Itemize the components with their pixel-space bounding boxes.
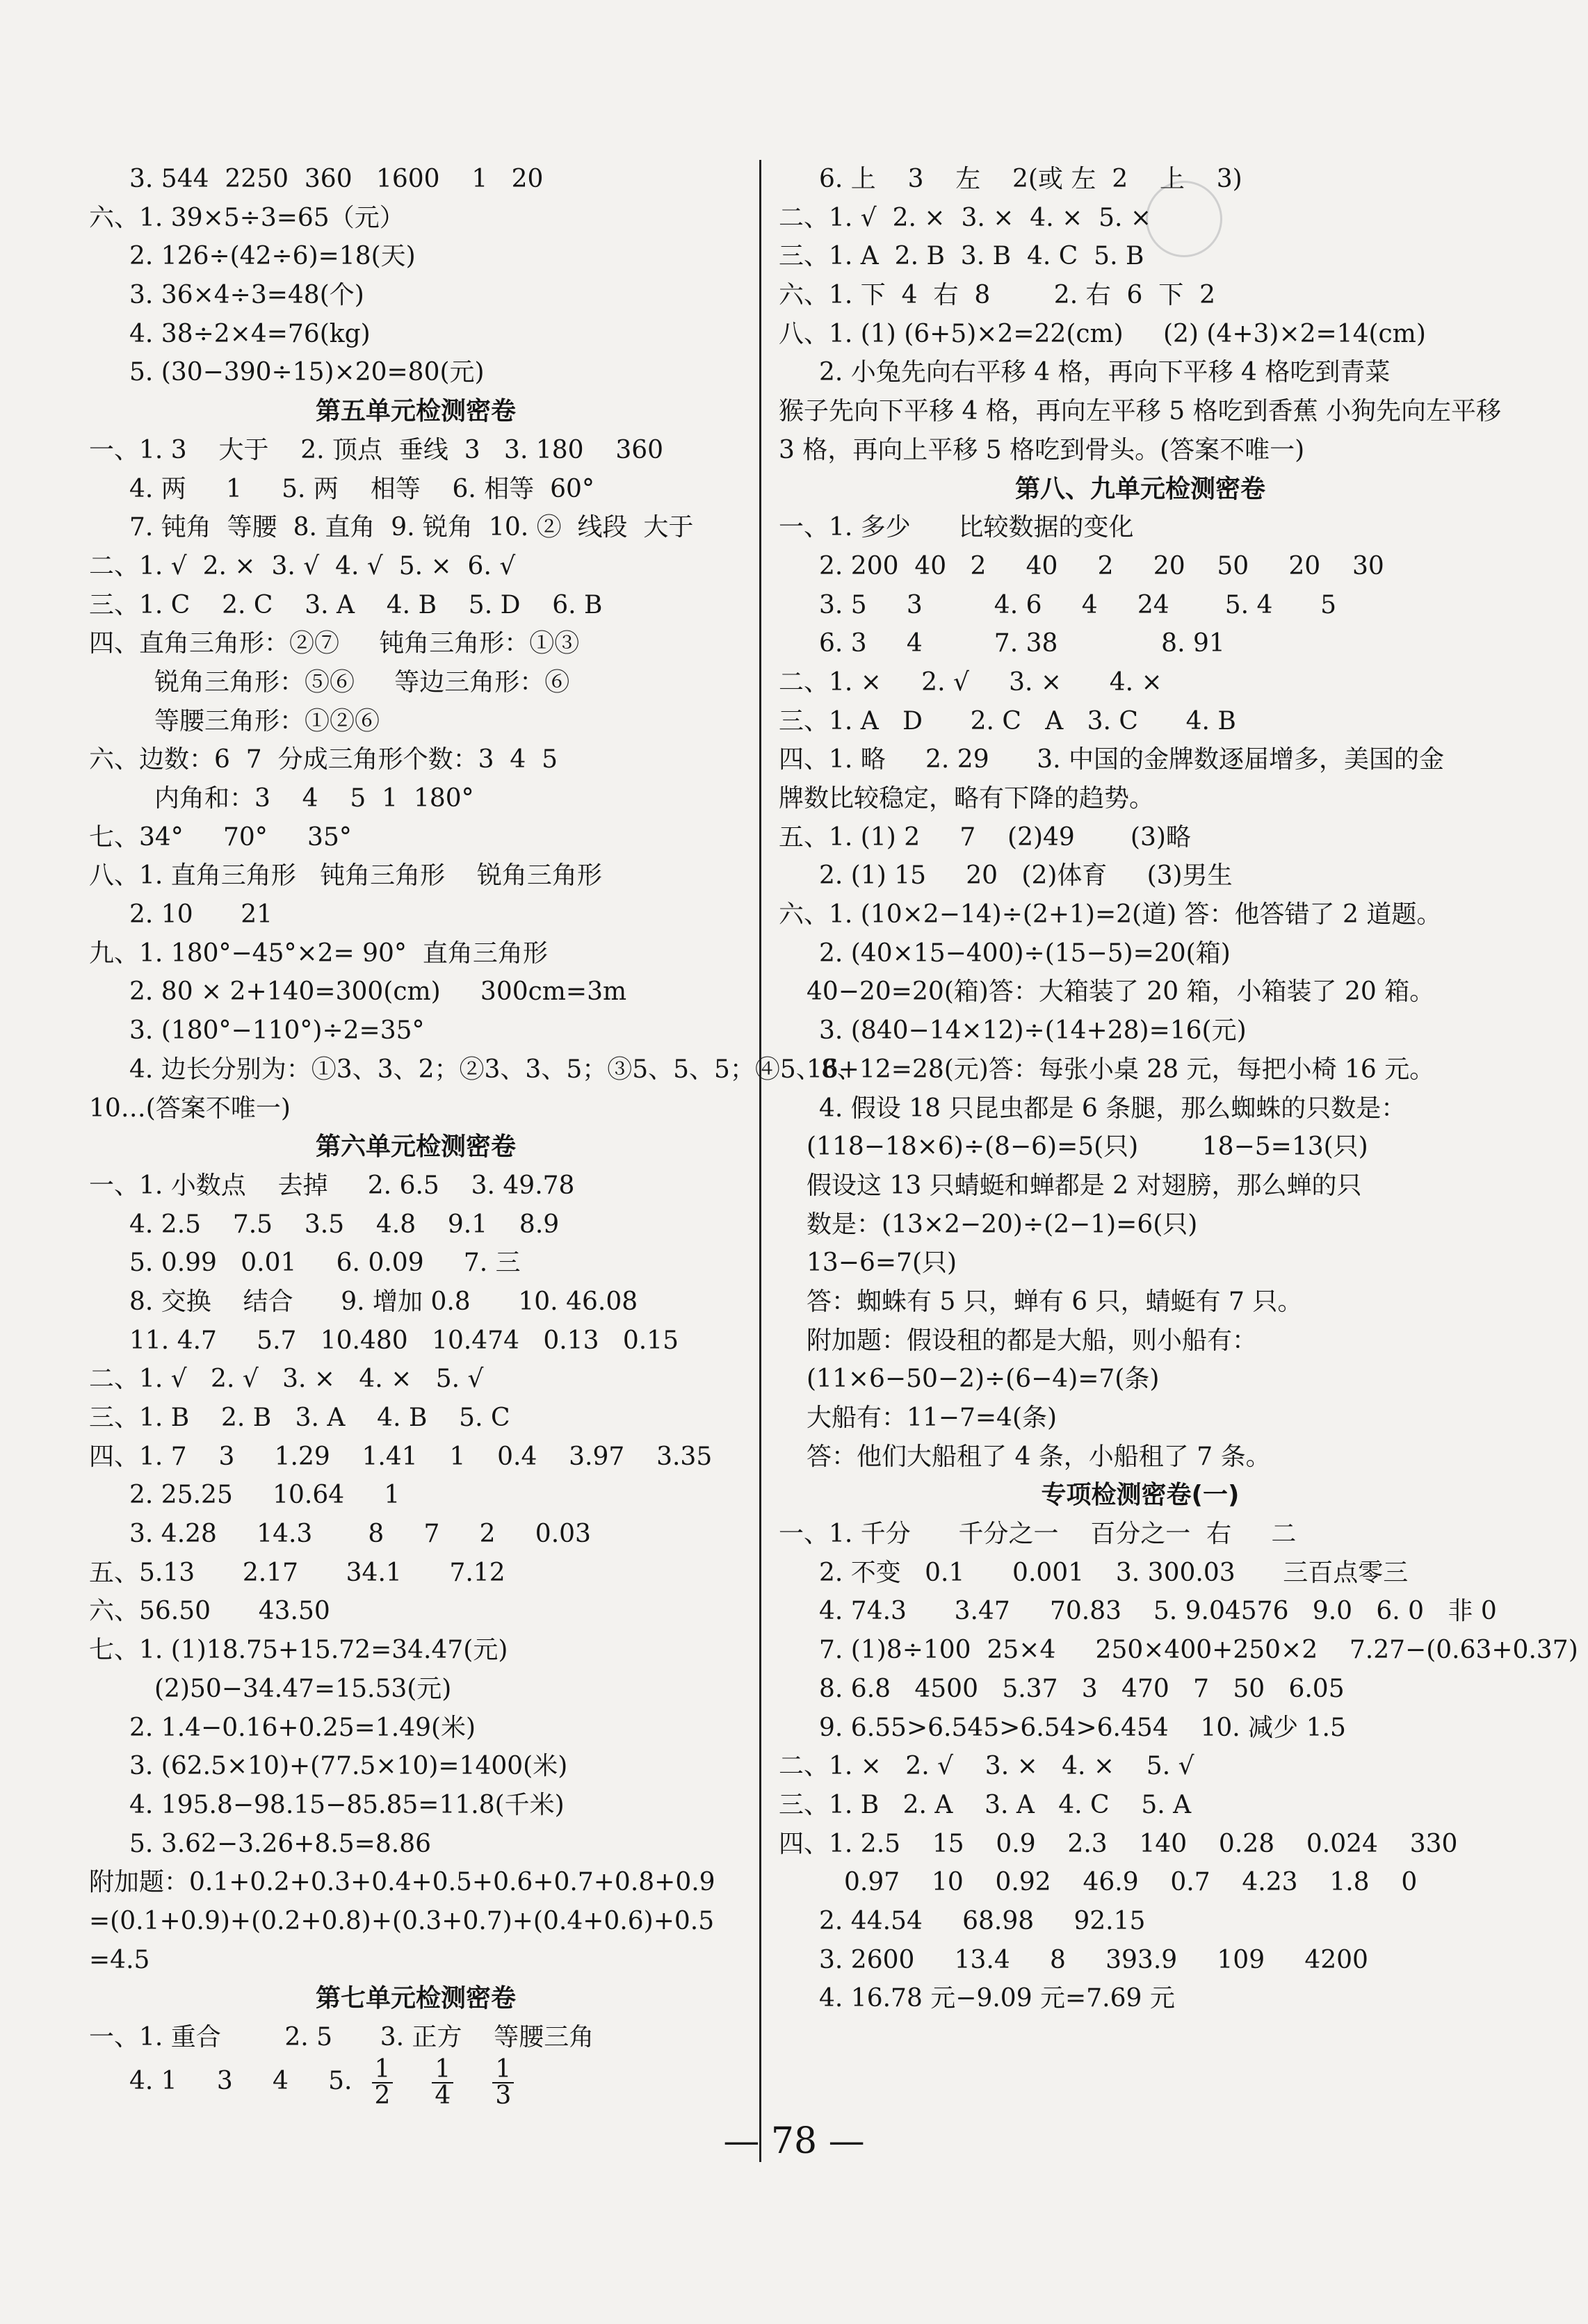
answer-line: 四、1. 2.5 15 0.9 2.3 140 0.28 0.024 330 [779,1829,1458,1858]
answer-line: 假设这 13 只蜻蜓和蝉都是 2 对翅膀，那么蝉的只 [807,1171,1362,1200]
answer-line: 9. 6.55>6.545>6.54>6.454 10. 减少 1.5 [819,1713,1346,1742]
answer-line: 5. 3.62−3.26+8.5=8.86 [129,1829,432,1858]
answer-line: 一、1. 千分 千分之一 百分之一 右 二 [779,1520,1297,1549]
answer-line: 九、1. 180°−45°×2= 90° 直角三角形 [89,938,548,968]
answer-line: 二、1. × 2. √ 3. × 4. × [779,667,1162,697]
answer-line: 2. 不变 0.1 0.001 3. 300.03 三百点零三 [819,1558,1409,1587]
answer-line: 三、1. A D 2. C A 3. C 4. B [779,706,1236,736]
answer-line: 一、1. 重合 2. 5 3. 正方 等腰三角 [89,2023,594,2051]
answer-line: 附加题：假设租的都是大船，则小船有： [807,1326,1258,1355]
answer-line: 2. 小兔先向右平移 4 格，再向下平移 4 格吃到青菜 [819,358,1391,387]
answer-line: 锐角三角形：⑤⑥ 等边三角形：⑥ [154,667,570,697]
answer-line: 2. 126÷(42÷6)=18(天) [129,242,416,271]
answer-line: 6. 3 4 7. 38 8. 91 [819,629,1225,658]
answer-line: 三、1. C 2. C 3. A 4. B 5. D 6. B [89,590,603,619]
answer-line: 二、1. × 2. √ 3. × 4. × 5. √ [779,1752,1194,1781]
fraction-denominator: 2 [374,2081,391,2110]
answer-line: 二、1. √ 2. √ 3. × 4. × 5. √ [89,1365,484,1394]
fraction-numerator: 1 [372,2057,394,2083]
answer-line: 牌数比较稳定，略有下降的趋势。 [779,784,1155,813]
section-title: 第八、九单元检测密卷 [1014,474,1265,503]
answer-line: 三、1. B 2. A 3. A 4. C 5. A [779,1790,1192,1819]
answer-line: 六、1. (10×2−14)÷(2+1)=2(道) 答：他答错了 2 道题。 [779,900,1442,929]
answer-line: 八、1. 直角三角形 钝角三角形 锐角三角形 [89,861,602,891]
answer-line: 猴子先向下平移 4 格，再向左平移 5 格吃到香蕉 小狗先向左平移 3 格，再向上平移 5 格吃到骨头。(答案不唯一) [779,397,1502,464]
answer-text: 4. 1 3 4 5. [129,2066,353,2095]
answer-line: 3. 5 3 4. 6 4 24 5. 4 5 [819,590,1337,619]
answer-line: 2. (40×15−400)÷(15−5)=20(箱) [819,938,1231,968]
answer-line: (11×6−50−2)÷(6−4)=7(条) [807,1365,1160,1394]
answer-line: 2. 44.54 68.98 92.15 [819,1906,1146,1935]
answer-line: 2. 10 21 [129,900,273,929]
answer-line: 六、56.50 43.50 [89,1597,330,1626]
answer-line: 一、1. 多少 比较数据的变化 [779,513,1134,542]
answer-line: 一、1. 小数点 去掉 2. 6.5 3. 49.78 [89,1171,575,1200]
answer-line: 内角和：3 4 5 1 180° [154,784,474,813]
answer-line: 8. 6.8 4500 5.37 3 470 7 50 6.05 [819,1674,1345,1703]
answer-line: 六、边数：6 7 分成三角形个数：3 4 5 [89,745,558,774]
answer-line: 2. 1.4−0.16+0.25=1.49(米) [129,1713,476,1742]
answer-line: 40−20=20(箱)答：大箱装了 20 箱，小箱装了 20 箱。 [807,977,1435,1007]
answer-line: 3. 36×4÷3=48(个) [129,281,364,310]
answer-line: 3. 544 2250 360 1600 1 20 [129,165,544,193]
answer-text: 7. (1)8÷100 [819,1636,971,1665]
answer-line: 5. (30−390÷15)×20=80(元) [129,358,485,387]
answer-line: 2. 25.25 10.64 1 [129,1481,400,1510]
answer-line: 六、1. 39×5÷3=65（元） [89,203,405,232]
answer-line: 4. 74.3 3.47 70.83 5. 9.04576 9.0 6. 0 非 0 [819,1597,1497,1626]
answer-line: 附加题：0.1+0.2+0.3+0.4+0.5+0.6+0.7+0.8+0.9 [89,1868,715,1897]
answer-line: (118−18×6)÷(8−6)=5(只) 18−5=13(只) [807,1132,1368,1162]
answer-line: 3. 4.28 14.3 8 7 2 0.03 [129,1520,591,1549]
answer-line: 六、1. 下 4 右 8 2. 右 6 下 2 [779,281,1216,310]
answer-line: 四、1. 7 3 1.29 1.41 1 0.4 3.97 3.35 [89,1442,713,1471]
answer-line: 11. 4.7 5.7 10.480 10.474 0.13 0.15 [129,1326,679,1355]
answer-line: 3. (62.5×10)+(77.5×10)=1400(米) [129,1752,568,1781]
section-title: 第六单元检测密卷 [315,1132,516,1162]
fraction-numerator: 1 [492,2057,514,2083]
fraction [372,2054,394,2110]
answer-line [779,1631,1578,1670]
answer-line: =(0.1+0.9)+(0.2+0.8)+(0.3+0.7)+(0.4+0.6)+0.5 [89,1906,715,1935]
answer-line: 4. 两 1 5. 两 相等 6. 相等 60° [129,474,594,503]
answer-line: 16+12=28(元)答：每张小桌 28 元，每把小椅 16 元。 [807,1055,1435,1084]
answer-line: 4. 16.78 元−9.09 元=7.69 元 [819,1984,1175,2013]
fraction [492,2054,514,2110]
fraction-denominator: 3 [495,2081,512,2110]
answer-line: 3. 2600 13.4 8 393.9 109 4200 [819,1945,1368,1974]
answer-line: 13−6=7(只) [807,1249,957,1278]
answer-line: 4. 2.5 7.5 3.5 4.8 9.1 8.9 [129,1210,560,1239]
answer-line: 五、1. (1) 2 7 (2)49 (3)略 [779,822,1191,852]
answer-line: 7. 钝角 等腰 8. 直角 9. 锐角 10. ② 线段 大于 [129,513,694,542]
answer-line: 数是：(13×2−20)÷(2−1)=6(只) [807,1210,1198,1239]
answer-line: 八、1. (1) (6+5)×2=22(cm) (2) (4+3)×2=14(cm) [779,319,1426,348]
answer-line: 等腰三角形：①②⑥ [154,706,380,736]
answer-line: 大船有：11−7=4(条) [807,1404,1058,1433]
answer-line: 3. (180°−110°)÷2=35° [129,1016,425,1046]
answer-line: 三、1. A 2. B 3. B 4. C 5. B [779,242,1144,271]
answer-line: 二、1. √ 2. × 3. √ 4. √ 5. × 6. √ [89,551,516,580]
answer-line: 四、直角三角形：②⑦ 钝角三角形：①③ [89,629,580,658]
left-column [89,160,862,2110]
answer-line: 0.97 10 0.92 46.9 0.7 4.23 1.8 0 [844,1868,1418,1897]
section-title: 第五单元检测密卷 [315,397,516,426]
fraction [432,2054,453,2110]
answer-line: 答：蜘蛛有 5 只，蝉有 6 只，蜻蜓有 7 只。 [807,1287,1303,1316]
answer-line: 答：他们大船租了 4 条，小船租了 7 条。 [807,1442,1271,1471]
answer-line: (2)50−34.47=15.53(元) [154,1674,452,1703]
answer-line: 三、1. B 2. B 3. A 4. B 5. C [89,1404,510,1432]
answer-line: 一、1. 3 大于 2. 顶点 垂线 3 3. 180 360 [89,435,664,464]
answer-line: 3. (840−14×12)÷(14+28)=16(元) [819,1016,1247,1046]
answer-text: 25×4 250×400+250×2 7.27−(0.63+0.37) [971,1636,1578,1665]
answer-line: 10…(答案不唯一) [89,1094,291,1123]
answer-line: 4. 边长分别为：①3、3、2；②3、3、5；③5、5、5；④5、8、 [129,1055,862,1084]
answer-line: 5. 0.99 0.01 6. 0.09 7. 三 [129,1249,521,1278]
answer-line: 6. 上 3 左 2(或 左 2 上 3) [819,165,1242,193]
answer-line: 四、1. 略 2. 29 3. 中国的金牌数逐届增多，美国的金 [779,745,1445,774]
answer-line: 4. 假设 18 只昆虫都是 6 条腿，那么蜘蛛的只数是： [819,1094,1407,1123]
section-title: 第七单元检测密卷 [315,1984,516,2013]
answer-line: 8. 交换 结合 9. 增加 0.8 10. 46.08 [129,1287,638,1316]
answer-line: 七、34° 70° 35° [89,822,352,852]
answer-line: =4.5 [89,1945,150,1974]
answer-line: 2. 200 40 2 40 2 20 50 20 30 [819,551,1384,580]
answer-line: 4. 195.8−98.15−85.85=11.8(千米) [129,1790,565,1819]
answer-line: 七、1. (1)18.75+15.72=34.47(元) [89,1636,508,1665]
answer-line: 二、1. √ 2. × 3. × 4. × 5. × [779,203,1152,232]
fraction-numerator: 1 [432,2057,453,2083]
answer-line: 4. 38÷2×4=76(kg) [129,319,371,348]
right-column [779,160,1578,2018]
answer-line: 五、5.13 2.17 34.1 7.12 [89,1558,505,1587]
fraction-denominator: 4 [435,2081,451,2110]
answer-line [89,2054,743,2110]
page-number: — 78 — [723,2120,865,2162]
answer-line: 2. (1) 15 20 (2)体育 (3)男生 [819,861,1233,891]
column-divider [759,160,761,2162]
section-title: 专项检测密卷(一) [1041,1481,1240,1510]
answer-line: 2. 80 × 2+140=300(cm) 300cm=3m [129,977,627,1007]
